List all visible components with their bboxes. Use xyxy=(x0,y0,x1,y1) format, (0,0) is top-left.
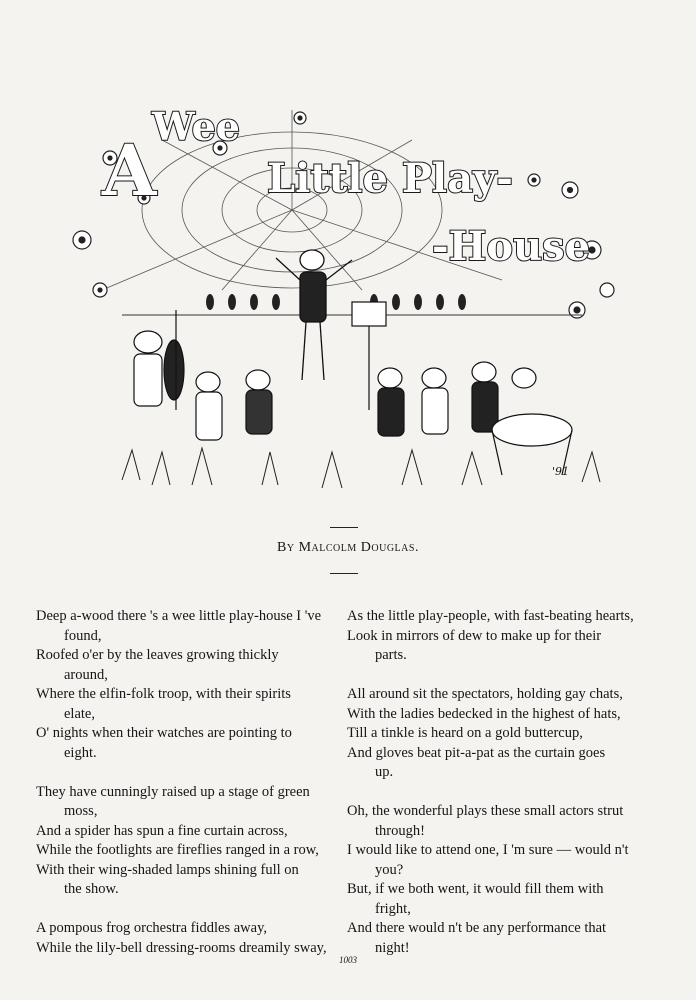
poem-line: up. xyxy=(375,764,394,780)
poem-stanza xyxy=(36,919,336,958)
poem-line: through! xyxy=(375,822,425,839)
poem-line: While the footlights are fireflies ranged in a row, xyxy=(36,842,319,858)
frog-orchestra-drawing xyxy=(62,80,622,500)
footlight-fireflies xyxy=(206,294,466,310)
poem-line: They have cunningly raised up a stage of green xyxy=(36,783,310,800)
poem-line: eight. xyxy=(64,744,97,761)
title-word-house: -House xyxy=(432,223,591,270)
poem-line: With their wing-shaded lamps shining full on xyxy=(36,861,299,878)
poem-line: A pompous frog orchestra fiddles away, xyxy=(36,920,268,936)
poem-line: And a spider has spun a fine curtain across, xyxy=(36,822,288,839)
poem-stanza xyxy=(347,802,647,958)
poem-line: Where the elfin-folk troop, with their spirits xyxy=(36,686,291,702)
rule-top xyxy=(330,527,358,528)
poem-stanza xyxy=(36,607,336,763)
rule-bottom xyxy=(330,573,358,574)
poem-line: With the ladies bedecked in the highest of hats, xyxy=(347,705,621,722)
artist-signature: '91 xyxy=(552,465,570,478)
poem-line: night! xyxy=(375,939,410,956)
orchestra-frogs xyxy=(134,310,572,475)
title-lettering xyxy=(101,104,590,270)
poem-line: found, xyxy=(64,627,102,644)
poem-line: around, xyxy=(64,666,108,683)
poem-line: I would like to attend one, I 'm sure — would n't xyxy=(347,842,629,858)
poem-column-left xyxy=(36,607,336,978)
poem-line: But, if we both went, it would fill them with xyxy=(347,881,604,897)
poem-line: elate, xyxy=(64,705,95,722)
poem-line: parts. xyxy=(375,647,407,663)
poem-stanza xyxy=(347,607,647,666)
poem-line: As the little play-people, with fast-beating hearts, xyxy=(347,608,634,624)
poem-line: Deep a-wood there 's a wee little play-house I 've xyxy=(36,608,322,624)
title-word-wee: Wee xyxy=(152,104,240,149)
poem-line: And gloves beat pit-a-pat as the curtain goes xyxy=(347,744,606,761)
poem-stanza xyxy=(347,685,647,783)
poem-line: Oh, the wonderful plays these small actors strut xyxy=(347,803,624,819)
poem-stanza xyxy=(36,783,336,900)
poem-line: Roofed o'er by the leaves growing thickly xyxy=(36,647,279,663)
title-illustration xyxy=(62,80,622,500)
poem-line: Look in mirrors of dew to make up for their xyxy=(347,627,602,644)
poem-line: the show. xyxy=(64,881,119,897)
poem-line: moss, xyxy=(64,803,98,819)
poem-column-right xyxy=(347,607,647,978)
title-word-little-play: Little Play- xyxy=(267,155,513,202)
page-number: 1003 xyxy=(339,955,357,965)
poem-line: you? xyxy=(375,861,404,878)
title-letter-a: A xyxy=(102,129,157,212)
poem-line: O' nights when their watches are pointing to xyxy=(36,725,292,741)
poem-line: Till a tinkle is heard on a gold buttercup, xyxy=(347,725,583,741)
poem-line: While the lily-bell dressing-rooms dreamily sway, xyxy=(36,939,327,956)
grass-foreground xyxy=(122,448,600,488)
poem-line: fright, xyxy=(375,900,411,917)
byline: By Malcolm Douglas. xyxy=(277,540,419,555)
poem-line: And there would n't be any performance that xyxy=(347,920,607,936)
poem-line: All around sit the spectators, holding gay chats, xyxy=(347,686,623,702)
